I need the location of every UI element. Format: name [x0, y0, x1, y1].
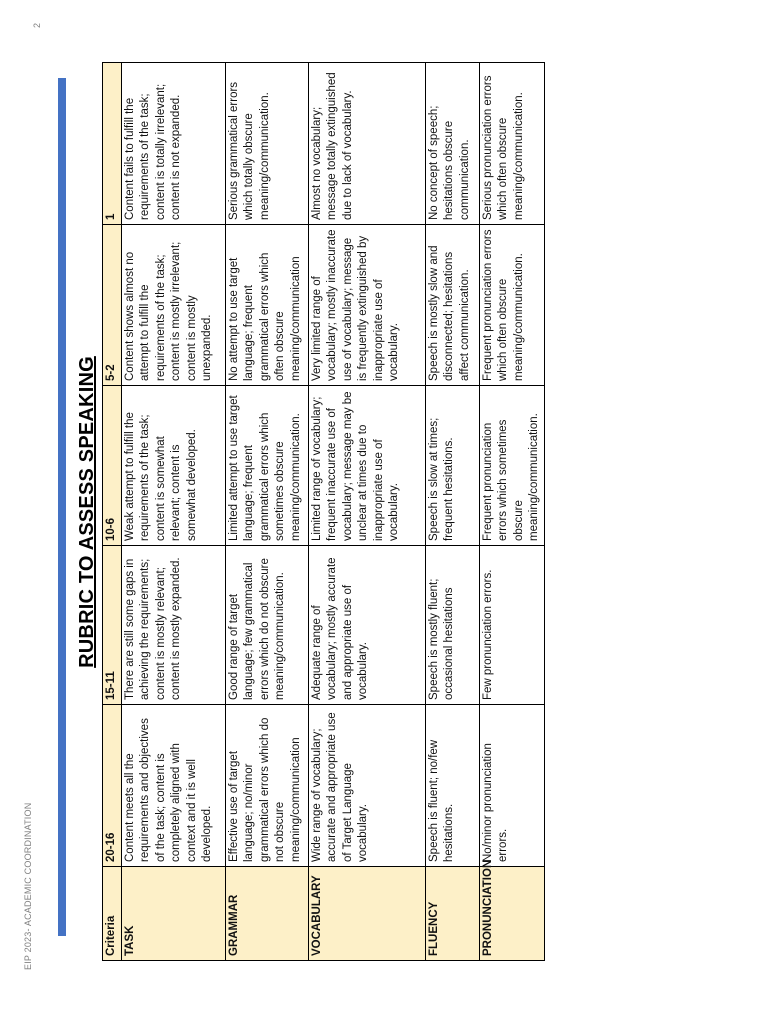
table-cell: Serious pronunciation errors which often obscure meaning/communication. — [479, 63, 544, 225]
footer-text: EIP 2023- ACADEMIC COORDINATION — [23, 802, 33, 970]
table-cell: Content fails to fulfill the requirements of the task; content is totally irrelevant; content is not expanded. — [121, 63, 225, 225]
table-cell: Weak attempt to fulfill the requirements of the task; content is somewhat relevant; content is somewhat developed. — [121, 386, 225, 546]
table-row-fluency — [425, 63, 479, 961]
table-cell: Effective use of target language; no/minor grammatical errors which do not obscure meaning/communication — [225, 705, 308, 867]
table-header-row — [103, 63, 122, 961]
header-score-1: 1 — [103, 63, 122, 225]
table-cell: Very limited range of vocabulary; mostly inaccurate use of vocabulary; message is frequently extinguished by inappropriate use of vocabulary. — [308, 225, 425, 386]
header-score-10-6: 10-6 — [103, 386, 122, 546]
table-cell: Good range of target language; few grammatical errors which do not obscure meaning/communication. — [225, 546, 308, 705]
criterion-label: FLUENCY — [425, 867, 479, 961]
table-cell: Content meets all the requirements and objectives of the task; content is completely aligned with context and it is well developed. — [121, 705, 225, 867]
table-cell: Frequent pronunciation errors which sometimes obscure meaning/communication. — [479, 386, 544, 546]
accent-bar — [58, 78, 66, 936]
criterion-label: TASK — [121, 867, 225, 961]
table-cell: Few pronunciation errors. — [479, 546, 544, 705]
header-score-15-11: 15-11 — [103, 546, 122, 705]
table-cell: No attempt to use target language; frequent grammatical errors which often obscure meaning/communication — [225, 225, 308, 386]
table-cell: Frequent pronunciation errors which often obscure meaning/communication. — [479, 225, 544, 386]
table-cell: Speech is fluent; no/few hesitations. — [425, 705, 479, 867]
criterion-label: PRONUNCIATION — [479, 867, 544, 961]
table-row-task — [121, 63, 225, 961]
table-cell: Adequate range of vocabulary; mostly accurate and appropriate use of vocabulary. — [308, 546, 425, 705]
table-cell: No concept of speech; hesitations obscure communication. — [425, 63, 479, 225]
table-cell: Limited range of vocabulary; frequent inaccurate use of vocabulary; message may be unclear at times due to inappropriate use of vocabulary. — [308, 386, 425, 546]
table-row-pronunciation — [479, 63, 544, 961]
table-row-grammar — [225, 63, 308, 961]
table-cell: Content shows almost no attempt to fulfill the requirements of the task; content is mostly irrelevant; content is mostly unexpanded. — [121, 225, 225, 386]
rubric-table — [102, 62, 545, 961]
criterion-label: VOCABULARY — [308, 867, 425, 961]
table-cell: There are still some gaps in achieving the requirements; content is mostly relevant; content is mostly expanded. — [121, 546, 225, 705]
table-cell: No/minor pronunciation errors. — [479, 705, 544, 867]
table-cell: Limited attempt to use target language; frequent grammatical errors which sometimes obscure meaning/communication. — [225, 386, 308, 546]
header-score-20-16: 20-16 — [103, 705, 122, 867]
table-cell: Speech is slow at times; frequent hesitations. — [425, 386, 479, 546]
table-cell: Speech is mostly fluent; occasional hesitations — [425, 546, 479, 705]
table-row-vocabulary — [308, 63, 425, 961]
table-cell: Speech is mostly slow and disconnected; hesitations affect communication. — [425, 225, 479, 386]
table-cell: Wide range of vocabulary; accurate and appropriate use of Target Language vocabulary. — [308, 705, 425, 867]
criterion-label: GRAMMAR — [225, 867, 308, 961]
header-score-5-2: 5-2 — [103, 225, 122, 386]
header-criteria: Criteria — [103, 867, 122, 961]
page-number: 2 — [32, 22, 42, 28]
page-title: RUBRIC TO ASSESS SPEAKING — [76, 356, 98, 668]
table-cell: Almost no vocabulary; message totally extinguished due to lack of vocabulary. — [308, 63, 425, 225]
table-cell: Serious grammatical errors which totally obscure meaning/communication. — [225, 63, 308, 225]
